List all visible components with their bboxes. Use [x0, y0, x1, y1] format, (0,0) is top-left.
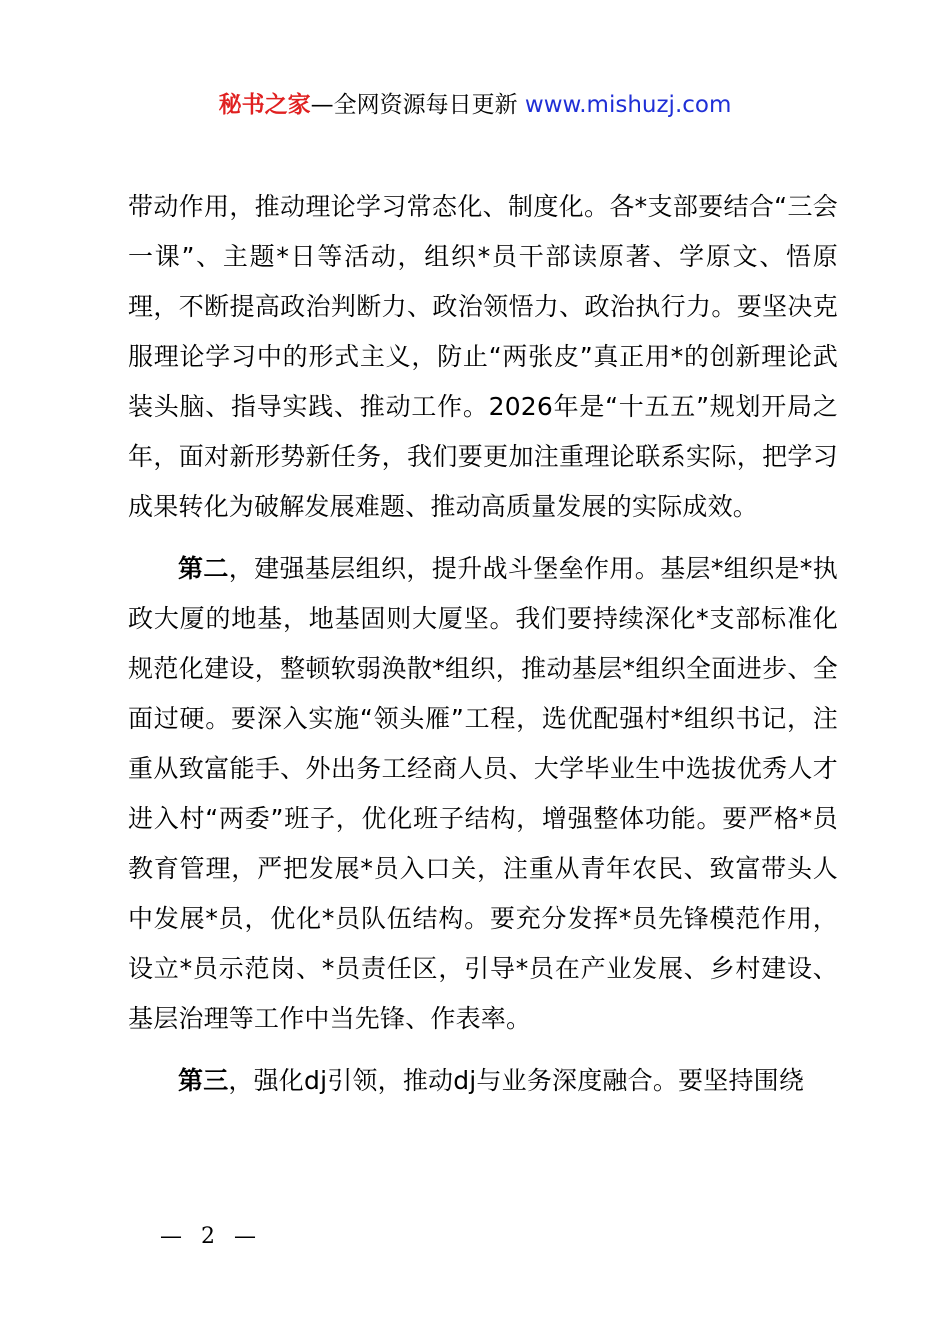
paragraph-2-text: ，建强基层组织，提升战斗堡垒作用。基层*组织是*执政大厦的地基，地基固则大厦坚。我们要持续深化*支部标准化规范化建设，整顿软弱涣散*组织，推动基层*组织全面进步、全面过硬。要深入实施“领头雁”工程，选优配强村*组织书记，注重从致富能手、外出务工经商人员、大学毕业生中选拔优秀人才进入村“两委”班子，优化班子结构，增强整体功能。要严格*员教育管理，严把发展*员入口关，注重从青年农民、致富带头人中发展*员，优化*员队伍结构。要充分发挥*员先锋模范作用，设立*员示范岗、*员责任区，引导*员在产业发展、乡村建设、基层治理等工作中当先锋、作表率。: [128, 554, 838, 1033]
site-header: [0, 88, 950, 122]
site-url-link[interactable]: www.mishuzj.com: [524, 92, 732, 118]
document-body: [128, 182, 838, 1106]
paragraph-2-lead: 第二: [178, 554, 229, 583]
site-tagline: —全网资源每日更新: [310, 92, 525, 118]
paragraph-1-text: 带动作用，推动理论学习常态化、制度化。各*支部要结合“三会一课”、主题*日等活动，组织*员干部读原著、学原文、悟原理，不断提高政治判断力、政治领悟力、政治执行力。要坚决克服理论学习中的形式主义，防止“两张皮”真正用*的创新理论武装头脑、指导实践、推动工作。2026年是“十五五”规划开局之年，面对新形势新任务，我们要更加注重理论联系实际，把学习成果转化为破解发展难题、推动高质量发展的实际成效。: [128, 192, 838, 521]
paragraph-2: [128, 544, 838, 1044]
paragraph-3: [128, 1056, 838, 1106]
paragraph-3-text: ，强化dj引领，推动dj与业务深度融合。要坚持围绕: [228, 1066, 805, 1095]
paragraph-3-lead: 第三: [178, 1066, 229, 1095]
page-number: — 2 —: [160, 1224, 262, 1249]
paragraph-1: [128, 182, 838, 532]
site-brand: 秘书之家: [218, 92, 311, 118]
